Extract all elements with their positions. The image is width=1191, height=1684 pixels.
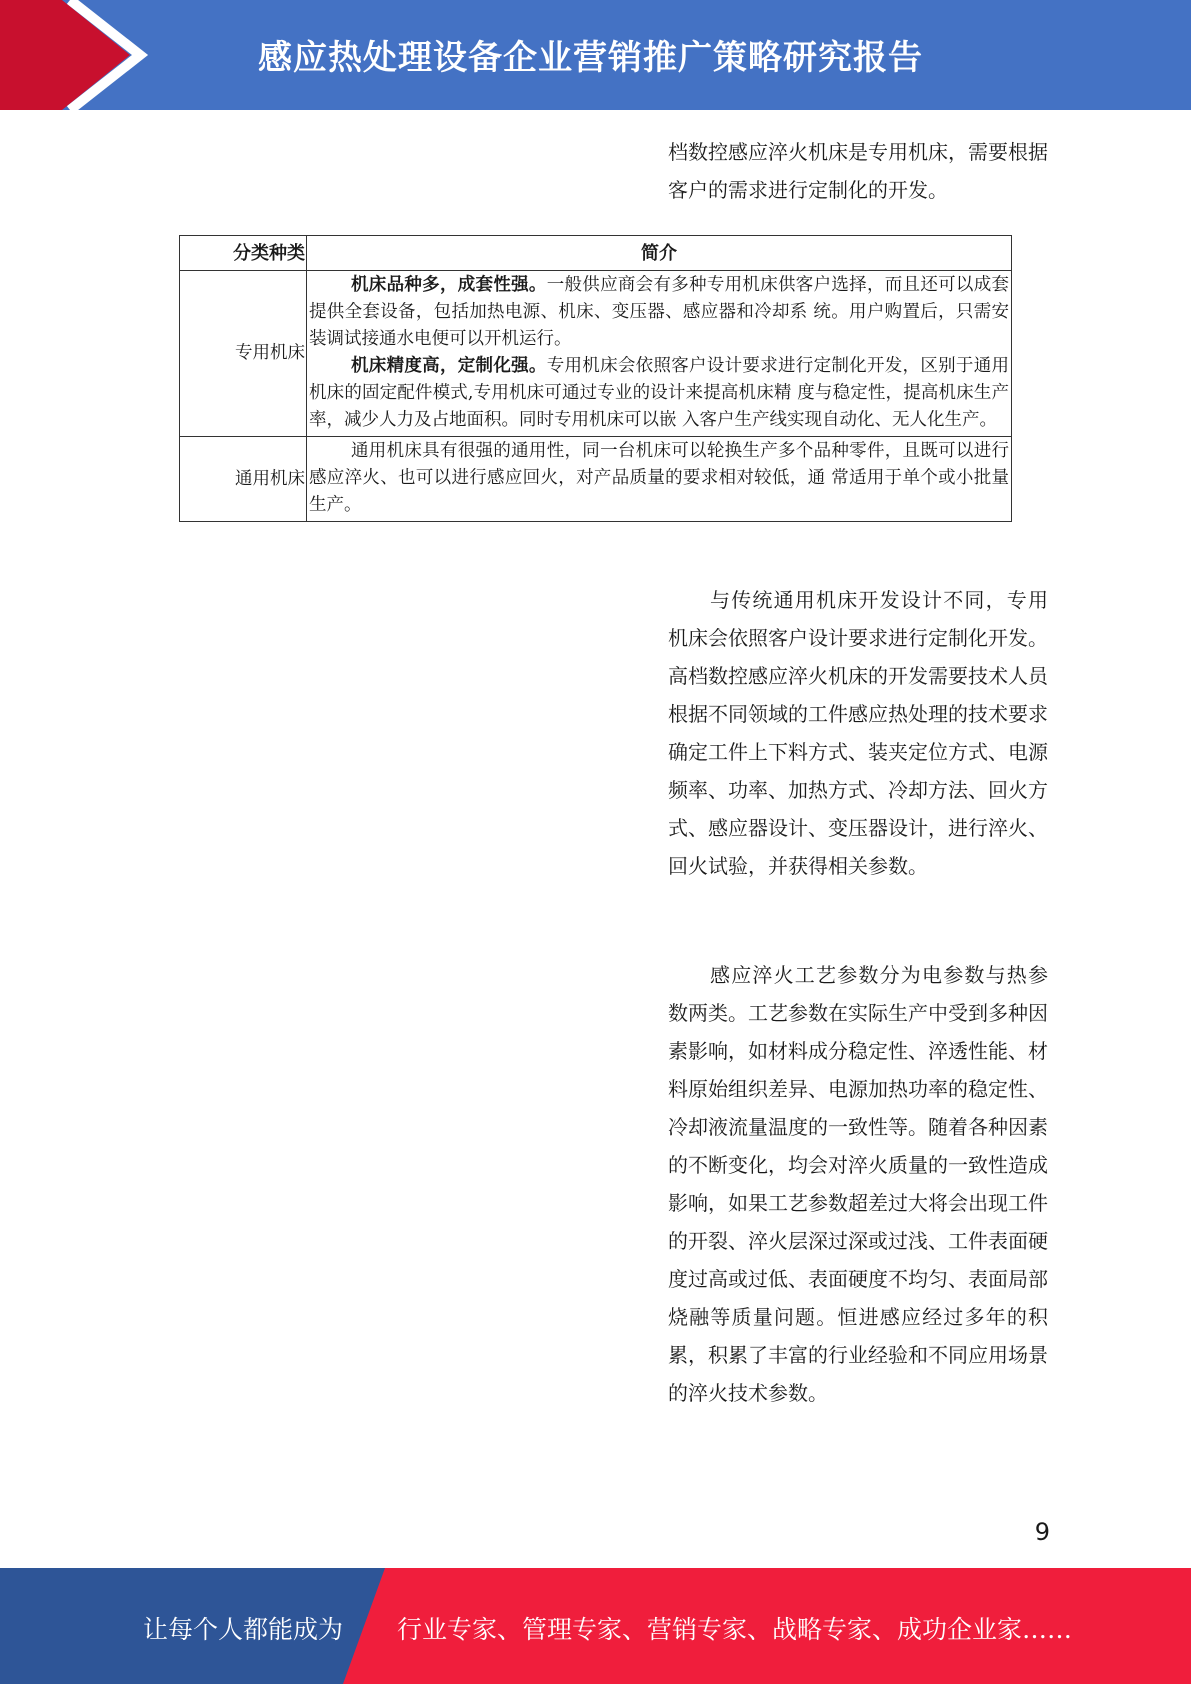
paragraph-process-parameters: 感应淬火工艺参数分为电参数与热参数两类。工艺参数在实际生产中受到多种因素影响，如材料成分稳定性、淬透性能、材料原始组织差异、电源加热功率的稳定性、冷却液流量温度的一致性等。随着各种因素的不断变化，均会对淬火质量的一致性造成影响，如果工艺参数超差过大将会出现工件的开裂、淬火层深过深或过浅、工件表面硬度过高或过低、表面硬度不均匀、表面局部烧融等质量问题。恒进感应经过多年的积累，积累了丰富的行业经验和不同应用场景的淬火技术参数。 [668,963,1048,1405]
table-cell-category: 专用机床 [180,271,307,437]
description-bold-lead: 机床精度高，定制化强。 [351,356,547,376]
description-text: 一般供应商会有多种专用机床供客户选择，而且还可以成套提供全套设备，包括加热电源、机床、变压器、感应器和冷却系 统。用户购置后，只需安装调试接通水电便可以开机运行。 [309,275,1010,349]
table-row [180,271,1012,437]
description-bold-lead: 机床品种多，成套性强。 [351,275,547,295]
table-row [180,437,1012,522]
description-paragraph [309,438,1009,519]
table-header-category: 分类种类 [180,236,307,271]
machine-classification-table [179,235,1012,522]
footer-slogan-left: 让每个人都能成为 [143,1615,344,1644]
table-header-description: 简介 [307,236,1012,271]
description-text: 专用机床会依照客户设计要求进行定制化开发，区别于通用机床的固定配件模式,专用机床可通过专业的设计来提高机床精 度与稳定性，提高机床生产率，减少人力及占地面积。同时专用机床可以嵌 入客户生产线实现自动化、无人化生产。 [309,356,1010,430]
description-paragraph [309,272,1009,353]
table-header-row [180,236,1012,271]
table-cell-description [307,271,1012,437]
footer-slogan-right: 行业专家、管理专家、营销专家、战略专家、成功企业家…… [397,1615,1073,1644]
paragraph-continuation: 档数控感应淬火机床是专用机床，需要根据客户的需求进行定制化的开发。 [668,140,1048,202]
description-text: 通用机床具有很强的通用性，同一台机床可以轮换生产多个品种零件，且既可以进行感应淬火、也可以进行感应回火，对产品质量的要求相对较低，通 常适用于单个或小批量生产。 [309,441,1009,515]
page-number: 9 [1034,1518,1050,1546]
header-banner [0,0,1191,110]
table-cell-category: 通用机床 [180,437,307,522]
paragraph-development: 与传统通用机床开发设计不同，专用机床会依照客户设计要求进行定制化开发。高档数控感应淬火机床的开发需要技术人员根据不同领域的工件感应热处理的技术要求确定工件上下料方式、装夹定位方式、电源频率、功率、加热方式、冷却方法、回火方式、感应器设计、变压器设计，进行淬火、回火试验，并获得相关参数。 [668,588,1048,878]
header-red-chevron [0,0,130,110]
report-title: 感应热处理设备企业营销推广策略研究报告 [258,38,923,78]
footer-banner [0,1568,1191,1684]
description-paragraph [309,353,1009,434]
table-cell-description [307,437,1012,522]
